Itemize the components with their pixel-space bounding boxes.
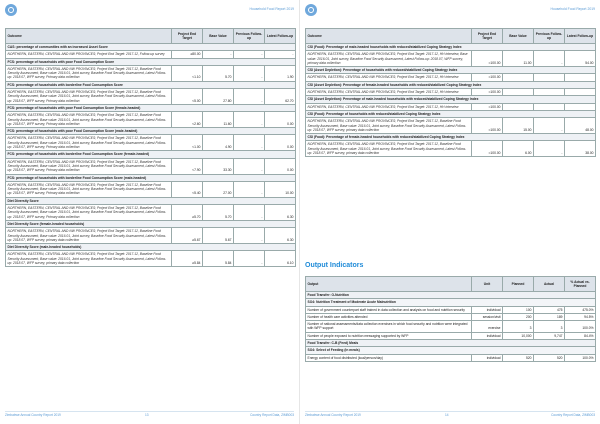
- output-unit: exercise: [472, 321, 503, 333]
- column-header: Project End Target: [172, 29, 203, 44]
- value-target: <5.00: [172, 89, 203, 105]
- indicator-title: Diet Diversity Score (male-headed households): [6, 244, 296, 251]
- value-target: =100.00: [472, 89, 503, 96]
- value-base: [503, 74, 534, 81]
- indicator-data-row: [6, 65, 296, 81]
- value-latest: [565, 89, 596, 96]
- output-actual: 9,747: [534, 332, 565, 339]
- value-base: 11.60: [203, 112, 234, 128]
- header-title: Household Food Report 2019: [249, 7, 294, 11]
- column-header: Previous Follow-up: [234, 29, 265, 44]
- output-data-row: [306, 332, 596, 339]
- column-header: Previous Follow-up: [534, 29, 565, 44]
- output-indicators-heading: Output Indicators: [305, 262, 364, 269]
- indicator-description: NORTHERN, EASTERN, CENTRAL AND NW PROVINCES; Project End Target: 2017.12, Follow-up survey: [6, 51, 172, 58]
- column-header: % Actual vs. Planned: [565, 277, 596, 292]
- header-title: Household Food Report 2019: [550, 7, 595, 11]
- output-planned: 520: [503, 354, 534, 361]
- footer-left-text: Zimbabwe Annual Country Report 2019: [305, 413, 361, 417]
- value-latest: 62.70: [265, 89, 296, 105]
- indicator-description: NORTHERN, EASTERN, CENTRAL AND NW PROVINCES; Project End Target: 2017.12, Baseline Food Security Assessment, Base value: 2016.01, Joint survey, Baseline Food Security Assessment, Latest Follow-up: 2018.07, WFP survey, Primary data collection: [6, 158, 172, 174]
- output-unit: session/visit: [472, 313, 503, 320]
- indicator-data-row: [306, 51, 596, 67]
- value-target: =100.00: [472, 103, 503, 110]
- value-target: =100.00: [472, 141, 503, 157]
- value-prev: -: [234, 158, 265, 174]
- footer-left-text: Zimbabwe Annual Country Report 2019: [5, 413, 61, 417]
- output-indicators-table: [305, 276, 596, 362]
- indicator-title: CSI (Asset Depletion): Percentage of male-headed households with reduced/stabilized Coping Strategy Index: [306, 96, 596, 103]
- value-prev: -: [534, 141, 565, 157]
- indicator-data-row: [306, 89, 596, 96]
- indicator-title: CSI (Food): Percentage of households with reduced/stabilized Coping Strategy Index: [306, 110, 596, 117]
- indicator-data-row: [6, 112, 296, 128]
- output-group-row: [306, 347, 596, 354]
- indicator-title: Diet Diversity Score (female-headed households): [6, 220, 296, 227]
- indicator-data-row: [306, 141, 596, 157]
- column-header: Project End Target: [472, 29, 503, 44]
- indicator-title: FCS: percentage of households with borderline Food Consumption Score (female-headed): [6, 151, 296, 158]
- output-unit: individual: [472, 332, 503, 339]
- value-latest: 0.00: [265, 112, 296, 128]
- value-latest: 1.90: [265, 65, 296, 81]
- indicator-header-row: [306, 81, 596, 88]
- indicator-title: FCS: percentage of households with borderline Food Consumption Score: [6, 81, 296, 88]
- indicator-description: NORTHERN, EASTERN, CENTRAL AND NW PROVINCES; Project End Target: 2017.12, Baseline Food Security Assessment, Base value: 2016.01, Joint survey, Baseline Food Security Assessment, Latest Follow-up: 2018.07, WFP survey, Primary data collection: [6, 181, 172, 197]
- indicator-description: NORTHERN, EASTERN, CENTRAL AND NW PROVINCES; Project End Target: 2017.12, Baseline Food Security Assessment, Base value: 2016.01, Joint survey, Baseline Food Security Assessment, Latest Follow-up: 2018.07, WFP survey, primary data collection: [306, 141, 472, 157]
- value-target: <1.00: [172, 135, 203, 151]
- organization-logo-icon: [305, 4, 317, 16]
- page-footer: [305, 413, 595, 419]
- output-label: Number of people exposed to nutrition messaging supported by WFP: [306, 332, 472, 339]
- output-actual: 3: [534, 321, 565, 333]
- output-pct: 84.4%: [565, 332, 596, 339]
- page-header: [305, 4, 595, 18]
- value-latest: 38.00: [565, 141, 596, 157]
- value-target: <7.90: [172, 158, 203, 174]
- value-base: 6.00: [503, 141, 534, 157]
- value-target: =100.00: [472, 74, 503, 81]
- indicator-title: FCS: percentage of households with poor Food Consumption Score (female-headed): [6, 104, 296, 111]
- column-header: Unit: [472, 277, 503, 292]
- value-prev: -: [534, 51, 565, 67]
- page-header: [5, 4, 294, 18]
- value-latest: 0.00: [265, 135, 296, 151]
- page-number: 13: [145, 413, 149, 417]
- value-prev: [534, 103, 565, 110]
- value-prev: -: [234, 65, 265, 81]
- indicator-description: NORTHERN, EASTERN, CENTRAL AND NW PROVINCES; Project End Target: 2017.12, HH interview: [306, 103, 472, 110]
- value-base: 5.84: [203, 251, 234, 267]
- output-group-title: Food Transfer: C-B (Feed) Meals: [306, 340, 596, 347]
- indicator-data-row: [6, 158, 296, 174]
- column-header: Output: [306, 277, 472, 292]
- indicator-header-row: [6, 174, 296, 181]
- footer-divider: [305, 411, 595, 412]
- value-base: 5.70: [203, 205, 234, 221]
- page-footer: [5, 413, 294, 419]
- indicator-title: CSI (Food): Percentage of female-headed households with reduced/stabilized Coping Strategy Index: [306, 134, 596, 141]
- output-pct: 100.0%: [565, 354, 596, 361]
- indicator-title: CSI (Asset Depletion): Percentage of female-headed households with reduced/stabilized Coping Strategy Index: [306, 81, 596, 88]
- indicator-header-row: [6, 197, 296, 204]
- value-latest: 48.00: [565, 118, 596, 134]
- output-label: Energy content of food distributed (kcal/person/day): [306, 354, 472, 361]
- output-actual: 189: [534, 313, 565, 320]
- value-base: [503, 103, 534, 110]
- value-prev: -: [234, 112, 265, 128]
- indicator-header-row: [306, 134, 596, 141]
- value-base: 27.00: [203, 181, 234, 197]
- output-pct: 100.0%: [565, 321, 596, 333]
- output-pct: 94.5%: [565, 313, 596, 320]
- column-header: Actual: [534, 277, 565, 292]
- output-unit: individual: [472, 354, 503, 361]
- indicator-description: NORTHERN, EASTERN, CENTRAL AND NW PROVINCES; Project End Target: 2017.12, Baseline Food Security Assessment, Base value: 2016.01, Joint survey, Baseline Food Security Assessment, Latest Follow-up: 2018.07, WFP survey, primary data collection: [6, 251, 172, 267]
- output-data-row: [306, 321, 596, 333]
- value-prev: -: [234, 181, 265, 197]
- indicator-title: Diet Diversity Score: [6, 197, 296, 204]
- indicator-header-row: [6, 244, 296, 251]
- value-latest: 0.00: [265, 158, 296, 174]
- output-unit: individual: [472, 306, 503, 313]
- indicator-description: NORTHERN, EASTERN, CENTRAL AND NW PROVINCES; Project End Target: 2017.12, HH interview: [306, 89, 472, 96]
- indicator-data-row: [306, 103, 596, 110]
- output-data-row: [306, 306, 596, 313]
- indicator-header-row: [6, 128, 296, 135]
- value-prev: -: [234, 89, 265, 105]
- indicator-description: NORTHERN, EASTERN, CENTRAL AND NW PROVINCES; Project End Target: 2017.12, Baseline Food Security Assessment, Base value: 2016.01, Joint survey, Baseline Food Security Assessment, Latest Follow-up: 2018.07, WFP survey, Primary data collection: [6, 112, 172, 128]
- value-latest: [565, 74, 596, 81]
- output-actual: 520: [534, 354, 565, 361]
- value-target: <5.40: [172, 181, 203, 197]
- output-data-row: [306, 354, 596, 361]
- page-number: 14: [445, 413, 449, 417]
- output-group-title: SO4: Select of Feeding (in meals): [306, 347, 596, 354]
- value-base: -: [203, 51, 234, 58]
- value-latest: 6.30: [265, 228, 296, 244]
- value-base: 4.90: [203, 135, 234, 151]
- value-prev: [534, 89, 565, 96]
- value-prev: -: [234, 228, 265, 244]
- value-latest: 6.30: [265, 205, 296, 221]
- output-data-row: [306, 313, 596, 320]
- indicator-header-row: [6, 58, 296, 65]
- value-target: =100.00: [472, 118, 503, 134]
- output-planned: 200: [503, 313, 534, 320]
- value-prev: -: [534, 118, 565, 134]
- indicator-title: FCS: percentage of households with poor Food Consumption Score (male-headed): [6, 128, 296, 135]
- page-right: [300, 0, 600, 424]
- indicator-header-row: [6, 151, 296, 158]
- indicator-header-row: [6, 104, 296, 111]
- output-group-title: Food Transfer: O-Nutrition: [306, 292, 596, 299]
- indicator-description: NORTHERN, EASTERN, CENTRAL AND NW PROVINCES; Project End Target: 2017.12, Baseline Food Security Assessment, Base value: 2016.01, Joint survey, Baseline Food Security Assessment, Latest Follow-up: 2018.07, WFP survey, Primary data collection: [6, 135, 172, 151]
- value-base: 15.00: [503, 118, 534, 134]
- outcome-table-left: [5, 28, 296, 267]
- value-target: ≥5.84: [172, 251, 203, 267]
- column-header: Outcome: [306, 29, 472, 44]
- indicator-header-row: [306, 96, 596, 103]
- indicator-description: NORTHERN, EASTERN, CENTRAL AND NW PROVINCES; Project End Target: 2017.12, Baseline Food Security Assessment, Base value: 2016.01, Joint survey, Baseline Food Security Assessment, Latest Follow-up: 2018.07, WFP survey, primary data collection: [6, 228, 172, 244]
- output-planned: 3: [503, 321, 534, 333]
- indicator-description: NORTHERN, EASTERN, CENTRAL AND NW PROVINCES; Project End Target: 2017.12, HH interview: [306, 74, 472, 81]
- value-prev: -: [234, 251, 265, 267]
- column-header: Latest Follow-up: [565, 29, 596, 44]
- value-prev: -: [234, 51, 265, 58]
- value-prev: [534, 74, 565, 81]
- indicator-title: FCS: percentage of households with poor Food Consumption Score: [6, 58, 296, 65]
- indicator-data-row: [306, 74, 596, 81]
- value-latest: 10.00: [265, 181, 296, 197]
- outcome-table-right: [305, 28, 596, 157]
- value-prev: -: [234, 205, 265, 221]
- indicator-data-row: [6, 51, 296, 58]
- indicator-header-row: [6, 81, 296, 88]
- column-header: Outcome: [6, 29, 172, 44]
- column-header: Base Value: [203, 29, 234, 44]
- indicator-header-row: [306, 110, 596, 117]
- value-target: <1.10: [172, 65, 203, 81]
- value-latest: -: [265, 51, 296, 58]
- value-base: 33.30: [203, 158, 234, 174]
- value-base: 27.80: [203, 89, 234, 105]
- value-target: <2.60: [172, 112, 203, 128]
- output-group-title: SO4: Nutrition Treatment of Moderate Acute Malnutrition: [306, 299, 596, 306]
- indicator-data-row: [6, 135, 296, 151]
- indicator-description: NORTHERN, EASTERN, CENTRAL AND NW PROVINCES; Project End Target: 2017.12, Baseline Food Security Assessment, Base value: 2016.01, Joint survey, Baseline Food Security Assessment, Latest Follow-up: 2018.07, WFP survey, Primary data collection: [6, 89, 172, 105]
- footer-divider: [5, 411, 294, 412]
- indicator-data-row: [6, 228, 296, 244]
- output-label: Number of national assessments/data collection exercises in which food security and nutrition were integrated with WFP support: [306, 321, 472, 333]
- value-target: =100.00: [472, 51, 503, 67]
- value-base: 5.67: [203, 228, 234, 244]
- indicator-description: NORTHERN, EASTERN, CENTRAL AND NW PROVINCES; Project End Target: 2017.12, Baseline Food Security Assessment, Base value: 2016.01, Joint survey, Baseline Food Security Assessment, Latest Follow-up: 2018.07, WFP survey, primary data collection: [306, 118, 472, 134]
- output-planned: 100: [503, 306, 534, 313]
- indicator-header-row: [6, 220, 296, 227]
- column-header: Latest Follow-up: [265, 29, 296, 44]
- indicator-data-row: [6, 205, 296, 221]
- value-latest: 6.10: [265, 251, 296, 267]
- column-header: Planned: [503, 277, 534, 292]
- indicator-description: NORTHERN, EASTERN, CENTRAL AND NW PROVINCES; Project End Target: 2017.12, HH interview, Base value: 2016.01, Joint survey, Baseline Food Security Assessment, Latest Follow-up: 2018.07, WFP survey, primary data collection: [306, 51, 472, 67]
- indicator-header-row: [6, 44, 296, 51]
- value-prev: -: [234, 135, 265, 151]
- value-target: ≥80.00: [172, 51, 203, 58]
- indicator-description: NORTHERN, EASTERN, CENTRAL AND NW PROVINCES; Project End Target: 2017.12, Baseline Food Security Assessment, Base value: 2016.01, Joint survey, Baseline Food Security Assessment, Latest Follow-up: 2018.07, WFP survey, Primary data collection: [6, 65, 172, 81]
- output-group-row: [306, 299, 596, 306]
- output-group-row: [306, 340, 596, 347]
- output-actual: 475: [534, 306, 565, 313]
- value-base: 5.70: [203, 65, 234, 81]
- value-latest: 54.00: [565, 51, 596, 67]
- output-label: Number of government counterpart staff trained in data collection and analysis on food and nutrition security: [306, 306, 472, 313]
- value-latest: [565, 103, 596, 110]
- value-base: [503, 89, 534, 96]
- output-label: Number of health care activities attended: [306, 313, 472, 320]
- output-group-row: [306, 292, 596, 299]
- output-planned: 10,000: [503, 332, 534, 339]
- indicator-description: NORTHERN, EASTERN, CENTRAL AND NW PROVINCES; Project End Target: 2017.12, Baseline Food Security Assessment, Base value: 2016.01, Joint survey, Baseline Food Security Assessment, Latest Follow-up: 2018.07, WFP survey, Primary data collection: [6, 205, 172, 221]
- value-target: ≥5.70: [172, 205, 203, 221]
- output-pct: 475.0%: [565, 306, 596, 313]
- organization-logo-icon: [5, 4, 17, 16]
- indicator-header-row: [306, 67, 596, 74]
- value-base: 11.00: [503, 51, 534, 67]
- indicator-title: CSI (Food): Percentage of male-headed households with reduced/stabilized Coping Strategy Index: [306, 44, 596, 51]
- indicator-title: CSI (Asset Depletion): Percentage of households with reduced/stabilized Coping Strategy Index: [306, 67, 596, 74]
- column-header: Base Value: [503, 29, 534, 44]
- indicator-header-row: [306, 44, 596, 51]
- indicator-data-row: [6, 181, 296, 197]
- indicator-data-row: [306, 118, 596, 134]
- footer-right-text: Country Report Data, ZIMB003: [551, 413, 595, 417]
- value-target: ≥5.67: [172, 228, 203, 244]
- indicator-data-row: [6, 89, 296, 105]
- footer-right-text: Country Report Data, ZIMB003: [250, 413, 294, 417]
- indicator-title: CAS: percentage of communities with an increased Asset Score: [6, 44, 296, 51]
- indicator-title: FCS: percentage of households with borderline Food Consumption Score (male-headed): [6, 174, 296, 181]
- indicator-data-row: [6, 251, 296, 267]
